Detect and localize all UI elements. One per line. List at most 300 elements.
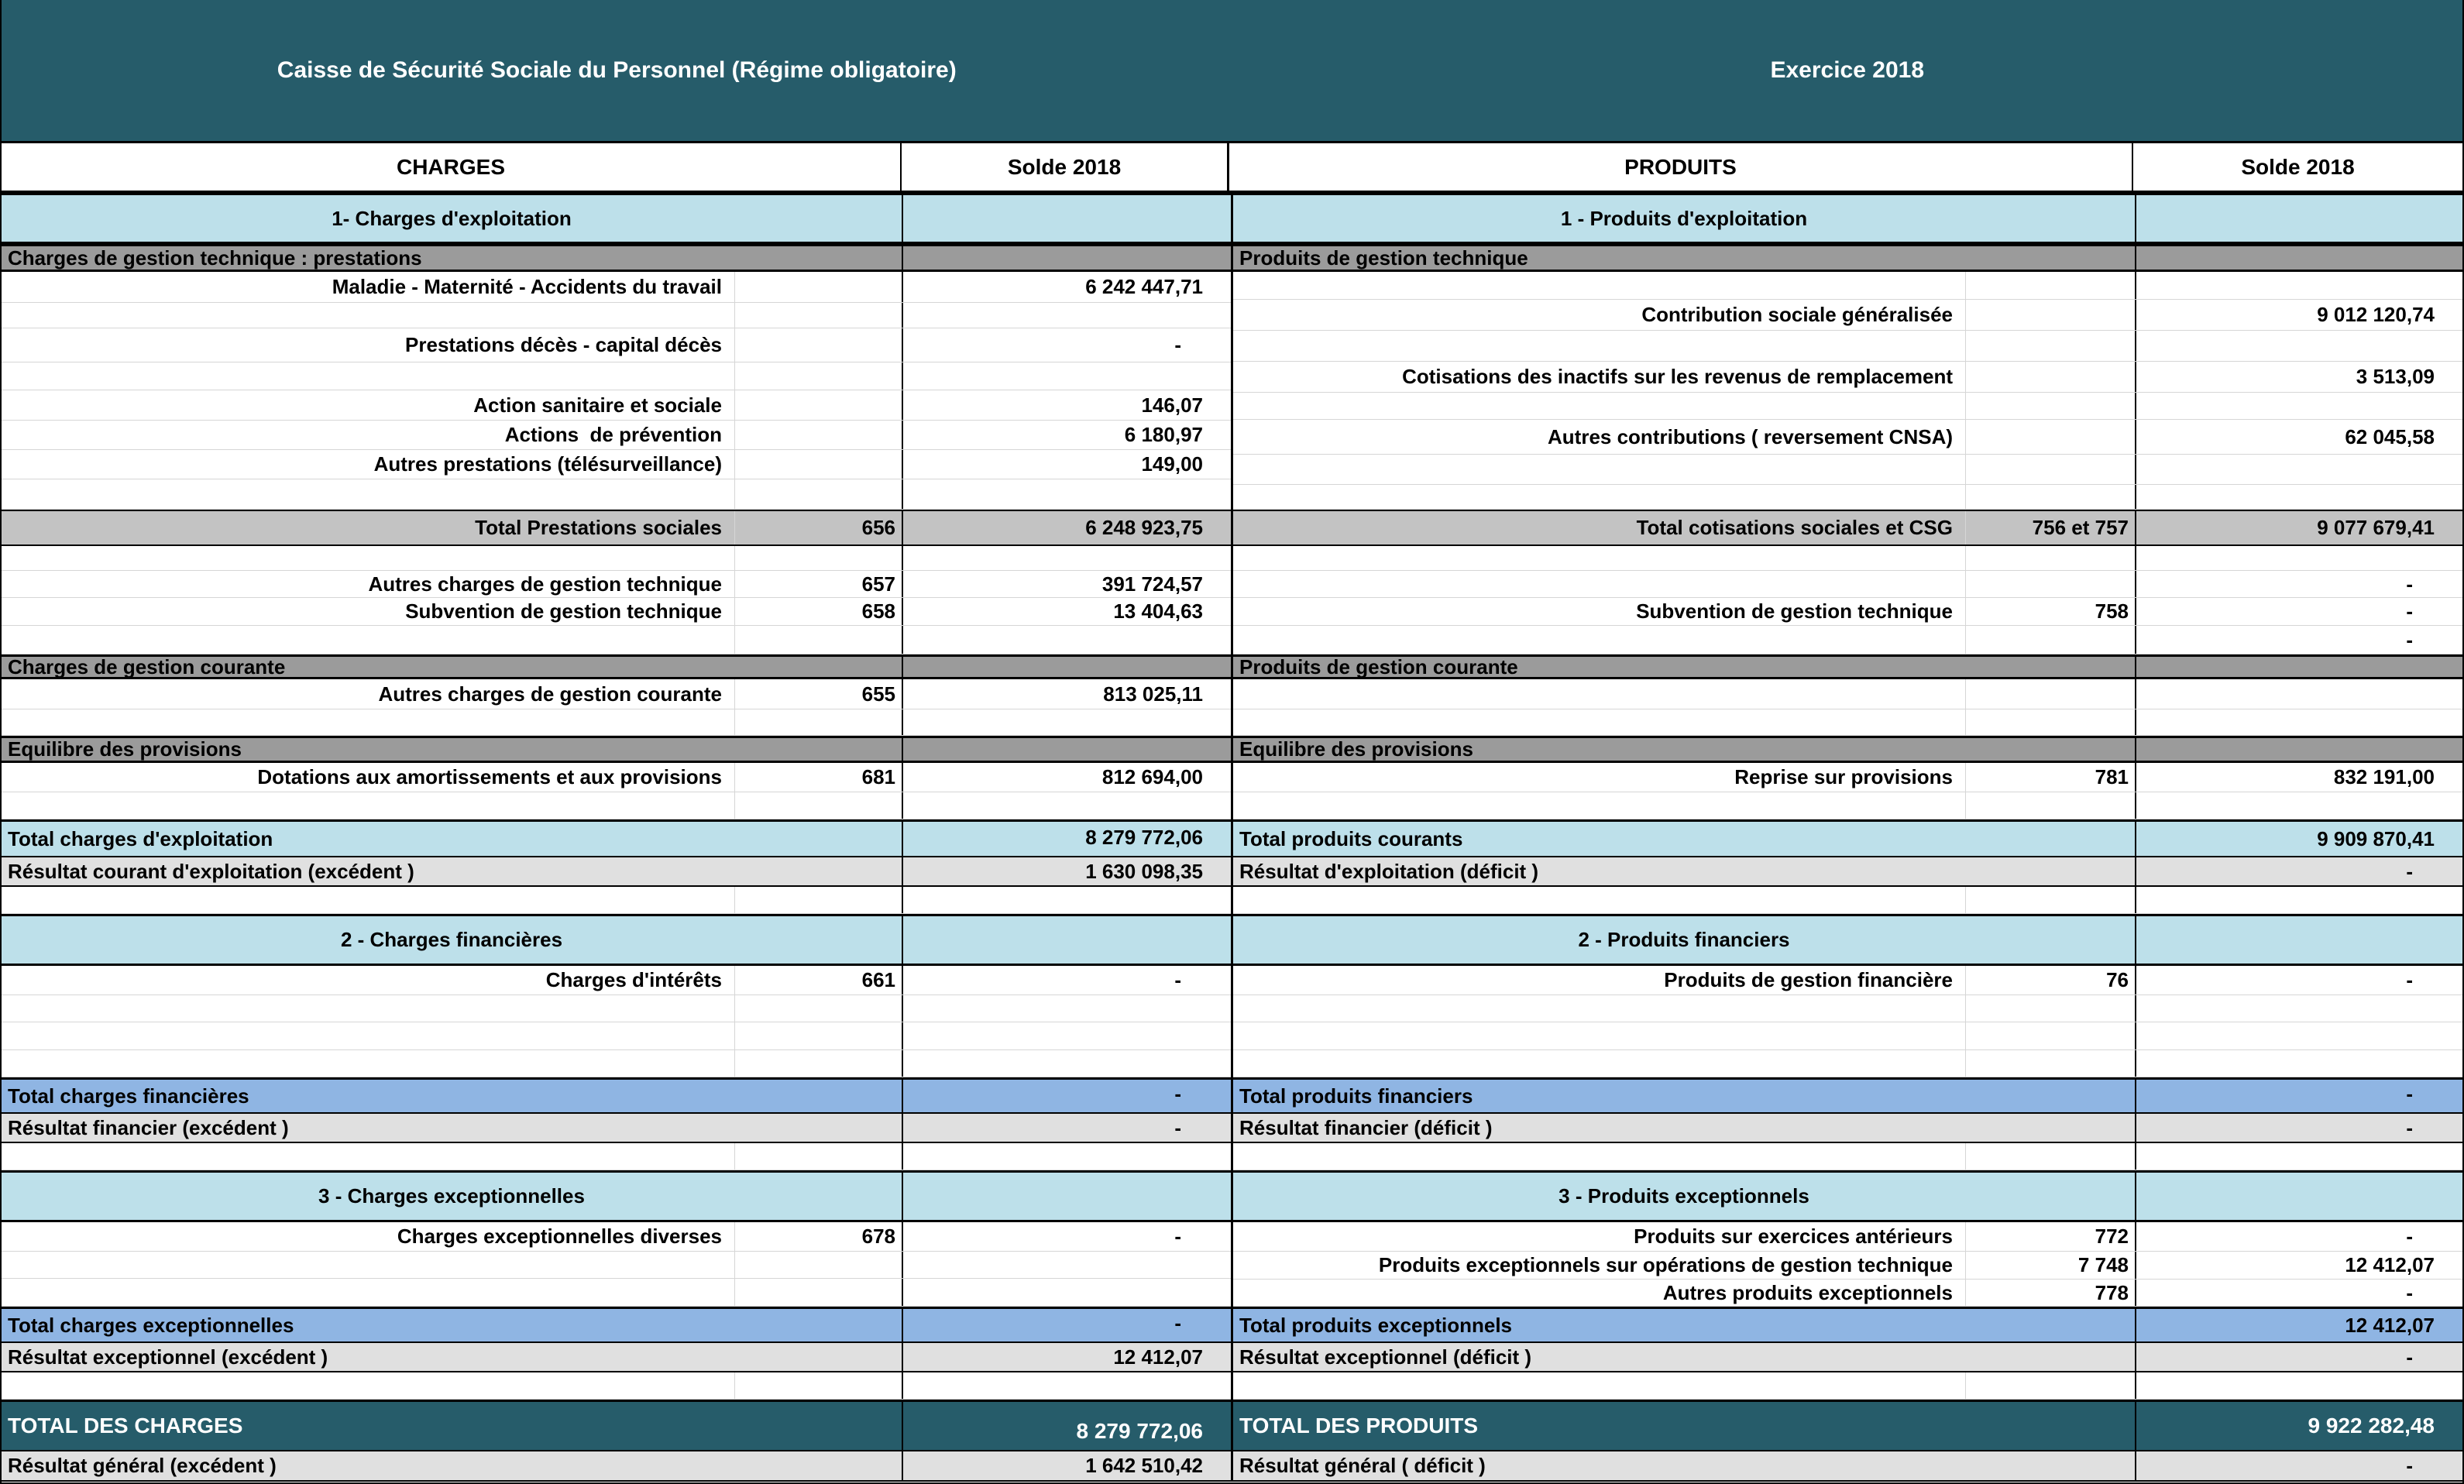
amount-value[interactable]	[902, 657, 1231, 677]
data-row	[2, 679, 1231, 709]
amount-value[interactable]	[2135, 792, 2462, 819]
category-band-row	[2, 654, 1231, 679]
account-code[interactable]	[734, 1050, 902, 1077]
amount-value[interactable]: 62 045,58	[2135, 420, 2462, 454]
column-header-row	[2, 143, 2462, 193]
amount-value[interactable]: 9 012 120,74	[2135, 300, 2462, 330]
empty-row	[2, 479, 1231, 510]
row-label[interactable]	[2, 1143, 734, 1170]
row-label[interactable]: Produits de gestion technique	[1239, 246, 1528, 270]
row-label[interactable]: Prestations décès - capital décès	[405, 333, 722, 356]
account-code[interactable]: 657	[734, 571, 902, 597]
empty-row	[1233, 887, 2462, 914]
account-code[interactable]: 758	[1965, 598, 2135, 625]
account-code[interactable]	[1965, 887, 2135, 913]
empty-row	[2, 792, 1231, 819]
category-band-row	[2, 736, 1231, 763]
grand-total-row	[2, 1400, 1231, 1451]
data-row	[2, 1222, 1231, 1252]
amount-value[interactable]	[2135, 393, 2462, 419]
row-label[interactable]: Charges exceptionnelles diverses	[397, 1225, 722, 1248]
amount-value[interactable]	[902, 546, 1231, 570]
amount-value[interactable]: -	[902, 1309, 1231, 1341]
amount-value[interactable]: 6 248 923,75	[902, 511, 1231, 544]
statement-body	[2, 193, 2462, 1482]
account-code[interactable]	[1965, 1143, 2135, 1170]
category-band-row	[2, 244, 1231, 272]
row-label[interactable]: Contribution sociale généralisée	[1641, 303, 1953, 326]
amount-value[interactable]: -	[2135, 1080, 2462, 1112]
empty-row	[1233, 792, 2462, 819]
amount-value[interactable]	[902, 792, 1231, 819]
subtotal-row	[2, 510, 1231, 546]
empty-row	[2, 1143, 1231, 1170]
data-row	[2, 390, 1231, 421]
account-code[interactable]: 781	[1965, 763, 2135, 792]
row-label[interactable]	[1233, 1143, 1965, 1170]
data-row	[2, 272, 1231, 303]
row-label[interactable]: Autres produits exceptionnels	[1662, 1280, 1953, 1304]
row-label[interactable]: TOTAL DES PRODUITS	[1239, 1414, 1479, 1438]
account-code[interactable]	[1965, 485, 2135, 509]
amount-value[interactable]	[902, 1050, 1231, 1077]
produits-column	[1233, 193, 2462, 1482]
data-row	[1233, 966, 2462, 995]
amount-value[interactable]	[2135, 1022, 2462, 1049]
row-label[interactable]: 2 - Produits financiers	[1578, 928, 1790, 951]
row-label[interactable]: Produits exceptionnels sur opérations de gestion technique	[1378, 1253, 1953, 1276]
row-label[interactable]	[2, 995, 734, 1022]
row-label[interactable]	[1233, 485, 1965, 509]
data-row	[1233, 1252, 2462, 1280]
column-header-produits[interactable]: PRODUITS	[1229, 143, 2133, 191]
account-code[interactable]	[734, 303, 902, 328]
amount-value[interactable]	[2135, 657, 2462, 677]
charges-column	[2, 193, 1233, 1482]
empty-row	[1233, 709, 2462, 736]
row-label[interactable]: TOTAL DES CHARGES	[8, 1414, 243, 1438]
amount-value[interactable]: -	[2135, 571, 2462, 597]
account-code[interactable]	[734, 995, 902, 1022]
result-row	[1233, 1114, 2462, 1143]
total-row	[1233, 1307, 2462, 1343]
row-label[interactable]: Total produits financiers	[1239, 1084, 1473, 1108]
amount-value[interactable]: -	[2135, 1451, 2462, 1480]
row-label[interactable]	[1233, 887, 1965, 913]
row-label[interactable]: Produits de gestion financière	[1664, 968, 1953, 991]
total-row	[2, 1307, 1231, 1343]
account-code[interactable]	[734, 546, 902, 570]
row-label[interactable]: Résultat général ( déficit )	[1239, 1454, 1486, 1477]
empty-row	[2, 887, 1231, 914]
dash-row	[1233, 571, 2462, 598]
total-row	[2, 1077, 1231, 1114]
amount-value[interactable]	[2135, 709, 2462, 735]
row-label[interactable]: Total produits courants	[1239, 826, 1463, 850]
dash-row	[1233, 626, 2462, 654]
amount-value[interactable]	[2135, 455, 2462, 484]
total-row	[2, 819, 1231, 857]
account-code[interactable]	[734, 1372, 902, 1399]
row-label[interactable]: Total cotisations sociales et CSG	[1636, 516, 1953, 539]
result-row	[2, 857, 1231, 887]
amount-value[interactable]: 9 922 282,48	[2135, 1402, 2462, 1450]
amount-value[interactable]	[2135, 246, 2462, 270]
empty-row	[2, 1279, 1231, 1307]
amount-value[interactable]: 12 412,07	[902, 1343, 1231, 1371]
amount-value[interactable]	[902, 1143, 1231, 1170]
account-code[interactable]: 656	[734, 511, 902, 544]
account-code[interactable]	[1965, 331, 2135, 361]
row-label[interactable]	[2, 546, 734, 570]
amount-value[interactable]: -	[902, 1080, 1231, 1112]
account-code[interactable]	[1965, 1022, 2135, 1049]
row-label[interactable]: Autres contributions ( reversement CNSA)	[1548, 424, 1953, 448]
section-header-row	[1233, 1170, 2462, 1222]
amount-value[interactable]: -	[2135, 1343, 2462, 1371]
amount-value[interactable]: 832 191,00	[2135, 763, 2462, 792]
amount-value[interactable]	[2135, 1143, 2462, 1170]
amount-value[interactable]: -	[2135, 1222, 2462, 1251]
row-label[interactable]: Actions de prévention	[504, 423, 722, 446]
amount-value[interactable]: 812 694,00	[902, 763, 1231, 792]
row-label[interactable]	[2, 1252, 734, 1278]
data-row	[2, 421, 1231, 450]
row-label[interactable]	[1233, 571, 1965, 597]
grand-total-row	[1233, 1400, 2462, 1451]
row-label[interactable]: Total charges exceptionnelles	[8, 1313, 294, 1337]
data-row	[1233, 300, 2462, 331]
account-code[interactable]	[734, 1252, 902, 1278]
empty-row	[2, 1372, 1231, 1400]
amount-value[interactable]	[2135, 887, 2462, 913]
row-label[interactable]: Produits de gestion courante	[1239, 657, 1518, 677]
amount-value[interactable]: -	[2135, 626, 2462, 654]
amount-value[interactable]: 6 180,97	[902, 421, 1231, 449]
amount-value[interactable]	[902, 995, 1231, 1022]
column-header-solde-charges[interactable]: Solde 2018	[902, 143, 1229, 191]
amount-value[interactable]	[2135, 916, 2462, 964]
result-row	[1233, 1343, 2462, 1372]
section-header-row	[2, 1170, 1231, 1222]
row-label[interactable]: Maladie - Maternité - Accidents du travail	[332, 275, 722, 298]
row-label[interactable]: Charges de gestion technique : prestations	[8, 246, 422, 270]
row-label[interactable]	[2, 362, 734, 390]
account-code[interactable]	[1965, 1372, 2135, 1399]
amount-value[interactable]	[902, 738, 1231, 761]
account-code[interactable]: 756 et 757	[1965, 511, 2135, 544]
row-label[interactable]	[2, 479, 734, 509]
row-label[interactable]	[1233, 709, 1965, 735]
row-label[interactable]	[1233, 1022, 1965, 1049]
row-label[interactable]	[2, 1279, 734, 1306]
amount-value[interactable]: 146,07	[902, 390, 1231, 420]
row-label[interactable]	[2, 1050, 734, 1077]
account-code[interactable]	[1965, 455, 2135, 484]
empty-row	[1233, 393, 2462, 420]
amount-value[interactable]: -	[902, 1222, 1231, 1251]
row-label[interactable]: Total Prestations sociales	[475, 516, 722, 539]
account-code[interactable]: 678	[734, 1222, 902, 1251]
amount-value[interactable]	[902, 303, 1231, 328]
amount-value[interactable]	[902, 362, 1231, 390]
amount-value[interactable]	[902, 887, 1231, 913]
subtotal-row	[1233, 510, 2462, 546]
account-code[interactable]	[1965, 709, 2135, 735]
amount-value[interactable]: -	[2135, 598, 2462, 625]
row-label[interactable]: Autres prestations (télésurveillance)	[373, 452, 722, 476]
amount-value[interactable]	[902, 1279, 1231, 1306]
row-label[interactable]: Cotisations des inactifs sur les revenus de remplacement	[1402, 365, 1953, 388]
amount-value[interactable]: 9 909 870,41	[2135, 822, 2462, 856]
total-row	[1233, 819, 2462, 857]
empty-row	[2, 1022, 1231, 1050]
row-label[interactable]: Autres charges de gestion technique	[368, 572, 722, 596]
data-row	[2, 571, 1231, 598]
empty-row	[1233, 1143, 2462, 1170]
amount-value[interactable]: 3 513,09	[2135, 362, 2462, 392]
row-label[interactable]	[2, 709, 734, 735]
row-label[interactable]: Autres charges de gestion courante	[378, 682, 722, 706]
empty-row	[1233, 455, 2462, 485]
amount-value[interactable]	[902, 626, 1231, 654]
data-row	[2, 328, 1231, 362]
amount-value[interactable]: 1 630 098,35	[902, 857, 1231, 885]
row-label[interactable]: Total charges financières	[8, 1084, 249, 1108]
amount-value[interactable]: 813 025,11	[902, 679, 1231, 709]
amount-value[interactable]	[2135, 995, 2462, 1022]
row-label[interactable]: Total charges d'exploitation	[8, 826, 273, 850]
account-code[interactable]	[734, 479, 902, 509]
empty-row	[1233, 546, 2462, 571]
row-label[interactable]: 1 - Produits d'exploitation	[1560, 206, 1808, 230]
amount-value[interactable]: 8 279 772,06	[902, 1402, 1231, 1450]
amount-value[interactable]: 9 077 679,41	[2135, 511, 2462, 544]
account-code[interactable]: 681	[734, 763, 902, 792]
row-label[interactable]	[2, 887, 734, 913]
amount-value[interactable]	[2135, 485, 2462, 509]
account-code[interactable]	[1965, 1050, 2135, 1077]
row-label[interactable]	[1233, 792, 1965, 819]
amount-value[interactable]	[2135, 1372, 2462, 1399]
account-code[interactable]	[734, 1022, 902, 1049]
row-label[interactable]	[2, 303, 734, 328]
row-label[interactable]: 2 - Charges financières	[340, 928, 563, 951]
section-header-row	[2, 193, 1231, 244]
empty-row	[2, 1252, 1231, 1279]
empty-row	[1233, 272, 2462, 300]
section-header-row	[1233, 193, 2462, 244]
account-code[interactable]	[1965, 272, 2135, 299]
row-label[interactable]	[1233, 546, 1965, 570]
amount-value[interactable]: -	[902, 328, 1231, 362]
empty-row	[1233, 1050, 2462, 1077]
row-label[interactable]: Reprise sur provisions	[1734, 765, 1953, 788]
row-label[interactable]	[2, 792, 734, 819]
empty-row	[1233, 1372, 2462, 1400]
row-label[interactable]	[1233, 995, 1965, 1022]
account-code[interactable]	[734, 328, 902, 362]
row-label[interactable]: Produits sur exercices antérieurs	[1634, 1225, 1953, 1248]
account-code[interactable]	[1965, 571, 2135, 597]
amount-value[interactable]	[902, 916, 1231, 964]
account-code[interactable]: 658	[734, 598, 902, 625]
data-row	[2, 598, 1231, 626]
data-row	[1233, 763, 2462, 792]
amount-value[interactable]	[902, 479, 1231, 509]
amount-value[interactable]	[902, 195, 1231, 242]
data-row	[2, 763, 1231, 792]
account-code[interactable]	[734, 792, 902, 819]
account-code[interactable]	[1965, 300, 2135, 330]
account-code[interactable]	[734, 887, 902, 913]
amount-value[interactable]: 8 279 772,06	[902, 822, 1231, 856]
data-row	[1233, 1280, 2462, 1307]
account-code[interactable]: 7 748	[1965, 1252, 2135, 1279]
amount-value[interactable]: 149,00	[902, 450, 1231, 479]
account-code[interactable]	[734, 450, 902, 479]
account-code[interactable]	[734, 390, 902, 420]
account-code[interactable]: 661	[734, 966, 902, 994]
amount-value[interactable]: -	[902, 966, 1231, 994]
amount-value[interactable]: -	[2135, 1114, 2462, 1142]
section-header-row	[1233, 914, 2462, 966]
account-code[interactable]: 76	[1965, 966, 2135, 994]
column-header-charges[interactable]: CHARGES	[2, 143, 902, 191]
row-label[interactable]	[1233, 1372, 1965, 1399]
row-label[interactable]: Résultat d'exploitation (déficit )	[1239, 859, 1539, 883]
column-header-solde-produits[interactable]: Solde 2018	[2241, 154, 2355, 179]
row-label[interactable]: Total produits exceptionnels	[1239, 1313, 1513, 1337]
amount-value[interactable]	[2135, 1050, 2462, 1077]
row-label[interactable]: 1- Charges d'exploitation	[332, 206, 572, 230]
empty-row	[1233, 1022, 2462, 1050]
empty-row	[2, 995, 1231, 1022]
amount-value[interactable]	[2135, 331, 2462, 361]
account-code[interactable]	[1965, 546, 2135, 570]
row-label[interactable]	[1233, 626, 1965, 654]
empty-row	[1233, 485, 2462, 510]
amount-value[interactable]: -	[902, 1114, 1231, 1142]
amount-value[interactable]: -	[2135, 1280, 2462, 1306]
result-row	[2, 1343, 1231, 1372]
amount-value[interactable]	[2135, 679, 2462, 709]
row-label[interactable]: 3 - Produits exceptionnels	[1558, 1184, 1809, 1207]
amount-value[interactable]: 12 412,07	[2135, 1309, 2462, 1341]
category-band-row	[1233, 736, 2462, 763]
account-code[interactable]	[734, 1279, 902, 1306]
row-label[interactable]	[1233, 272, 1965, 299]
amount-value[interactable]	[902, 246, 1231, 270]
row-label[interactable]: Résultat financier (excédent )	[8, 1115, 289, 1139]
amount-value[interactable]: 1 642 510,42	[902, 1451, 1231, 1480]
total-row	[1233, 1077, 2462, 1114]
row-label[interactable]: Dotations aux amortissements et aux provisions	[257, 765, 722, 788]
amount-value[interactable]	[2135, 1173, 2462, 1220]
account-code[interactable]	[1965, 626, 2135, 654]
amount-value[interactable]	[902, 1252, 1231, 1278]
amount-value[interactable]	[2135, 546, 2462, 570]
amount-value[interactable]	[2135, 195, 2462, 242]
amount-value[interactable]	[902, 1173, 1231, 1220]
row-label[interactable]: Résultat courant d'exploitation (excédent )	[8, 859, 414, 883]
empty-row	[2, 709, 1231, 736]
account-code[interactable]	[1965, 995, 2135, 1022]
account-code[interactable]	[1965, 792, 2135, 819]
account-code[interactable]: 655	[734, 679, 902, 709]
amount-value[interactable]: 12 412,07	[2135, 1252, 2462, 1279]
row-label[interactable]	[1233, 455, 1965, 484]
amount-value[interactable]: 391 724,57	[902, 571, 1231, 597]
row-label[interactable]	[1233, 1050, 1965, 1077]
amount-value[interactable]: 6 242 447,71	[902, 272, 1231, 302]
amount-value[interactable]	[902, 1022, 1231, 1049]
account-code[interactable]	[1965, 679, 2135, 709]
row-label[interactable]: Résultat exceptionnel (excédent )	[8, 1345, 328, 1369]
amount-value[interactable]: 13 404,63	[902, 598, 1231, 625]
row-label[interactable]: Charges d'intérêts	[545, 968, 722, 991]
empty-row	[2, 303, 1231, 328]
row-label[interactable]: Subvention de gestion technique	[1636, 599, 1953, 623]
row-label[interactable]	[2, 626, 734, 654]
row-label[interactable]	[2, 1372, 734, 1399]
row-label[interactable]	[1233, 331, 1965, 361]
empty-row	[2, 546, 1231, 571]
amount-value[interactable]	[2135, 738, 2462, 761]
empty-row	[2, 362, 1231, 390]
account-code[interactable]	[734, 626, 902, 654]
row-label[interactable]	[2, 1022, 734, 1049]
row-label[interactable]: Résultat financier (déficit )	[1239, 1115, 1493, 1139]
row-label[interactable]: Résultat exceptionnel (déficit )	[1239, 1345, 1532, 1369]
amount-value[interactable]	[902, 709, 1231, 735]
account-code[interactable]: 778	[1965, 1280, 2135, 1306]
amount-value[interactable]: -	[2135, 857, 2462, 885]
row-label[interactable]	[1233, 393, 1965, 419]
amount-value[interactable]: -	[2135, 966, 2462, 994]
title-bar	[2, 0, 2462, 143]
row-label[interactable]: Subvention de gestion technique	[405, 599, 722, 623]
account-code[interactable]	[734, 421, 902, 449]
row-label[interactable]: Equilibre des provisions	[1239, 738, 1473, 761]
row-label[interactable]	[1233, 679, 1965, 709]
sheet-title: Caisse de Sécurité Sociale du Personnel (Régime obligatoire)	[277, 57, 957, 83]
account-code[interactable]	[1965, 420, 2135, 454]
result-row	[1233, 857, 2462, 887]
amount-value[interactable]	[2135, 272, 2462, 299]
account-code[interactable]	[734, 272, 902, 302]
result-row	[1233, 1451, 2462, 1482]
row-label[interactable]: Charges de gestion courante	[8, 657, 286, 677]
row-label[interactable]: Equilibre des provisions	[8, 738, 242, 761]
account-code[interactable]	[1965, 393, 2135, 419]
amount-value[interactable]	[902, 1372, 1231, 1399]
account-code[interactable]: 772	[1965, 1222, 2135, 1251]
fiscal-year-label: Exercice 2018	[1770, 57, 1924, 83]
row-label[interactable]: Action sanitaire et sociale	[473, 393, 722, 417]
account-code[interactable]	[734, 1143, 902, 1170]
account-code[interactable]	[1965, 362, 2135, 392]
account-code[interactable]	[734, 709, 902, 735]
row-label[interactable]: Résultat général (excédent )	[8, 1454, 277, 1477]
result-row	[2, 1451, 1231, 1482]
result-row	[2, 1114, 1231, 1143]
account-code[interactable]	[734, 362, 902, 390]
category-band-row	[1233, 244, 2462, 272]
row-label[interactable]: 3 - Charges exceptionnelles	[318, 1184, 585, 1207]
data-row	[1233, 598, 2462, 626]
empty-row	[2, 626, 1231, 654]
